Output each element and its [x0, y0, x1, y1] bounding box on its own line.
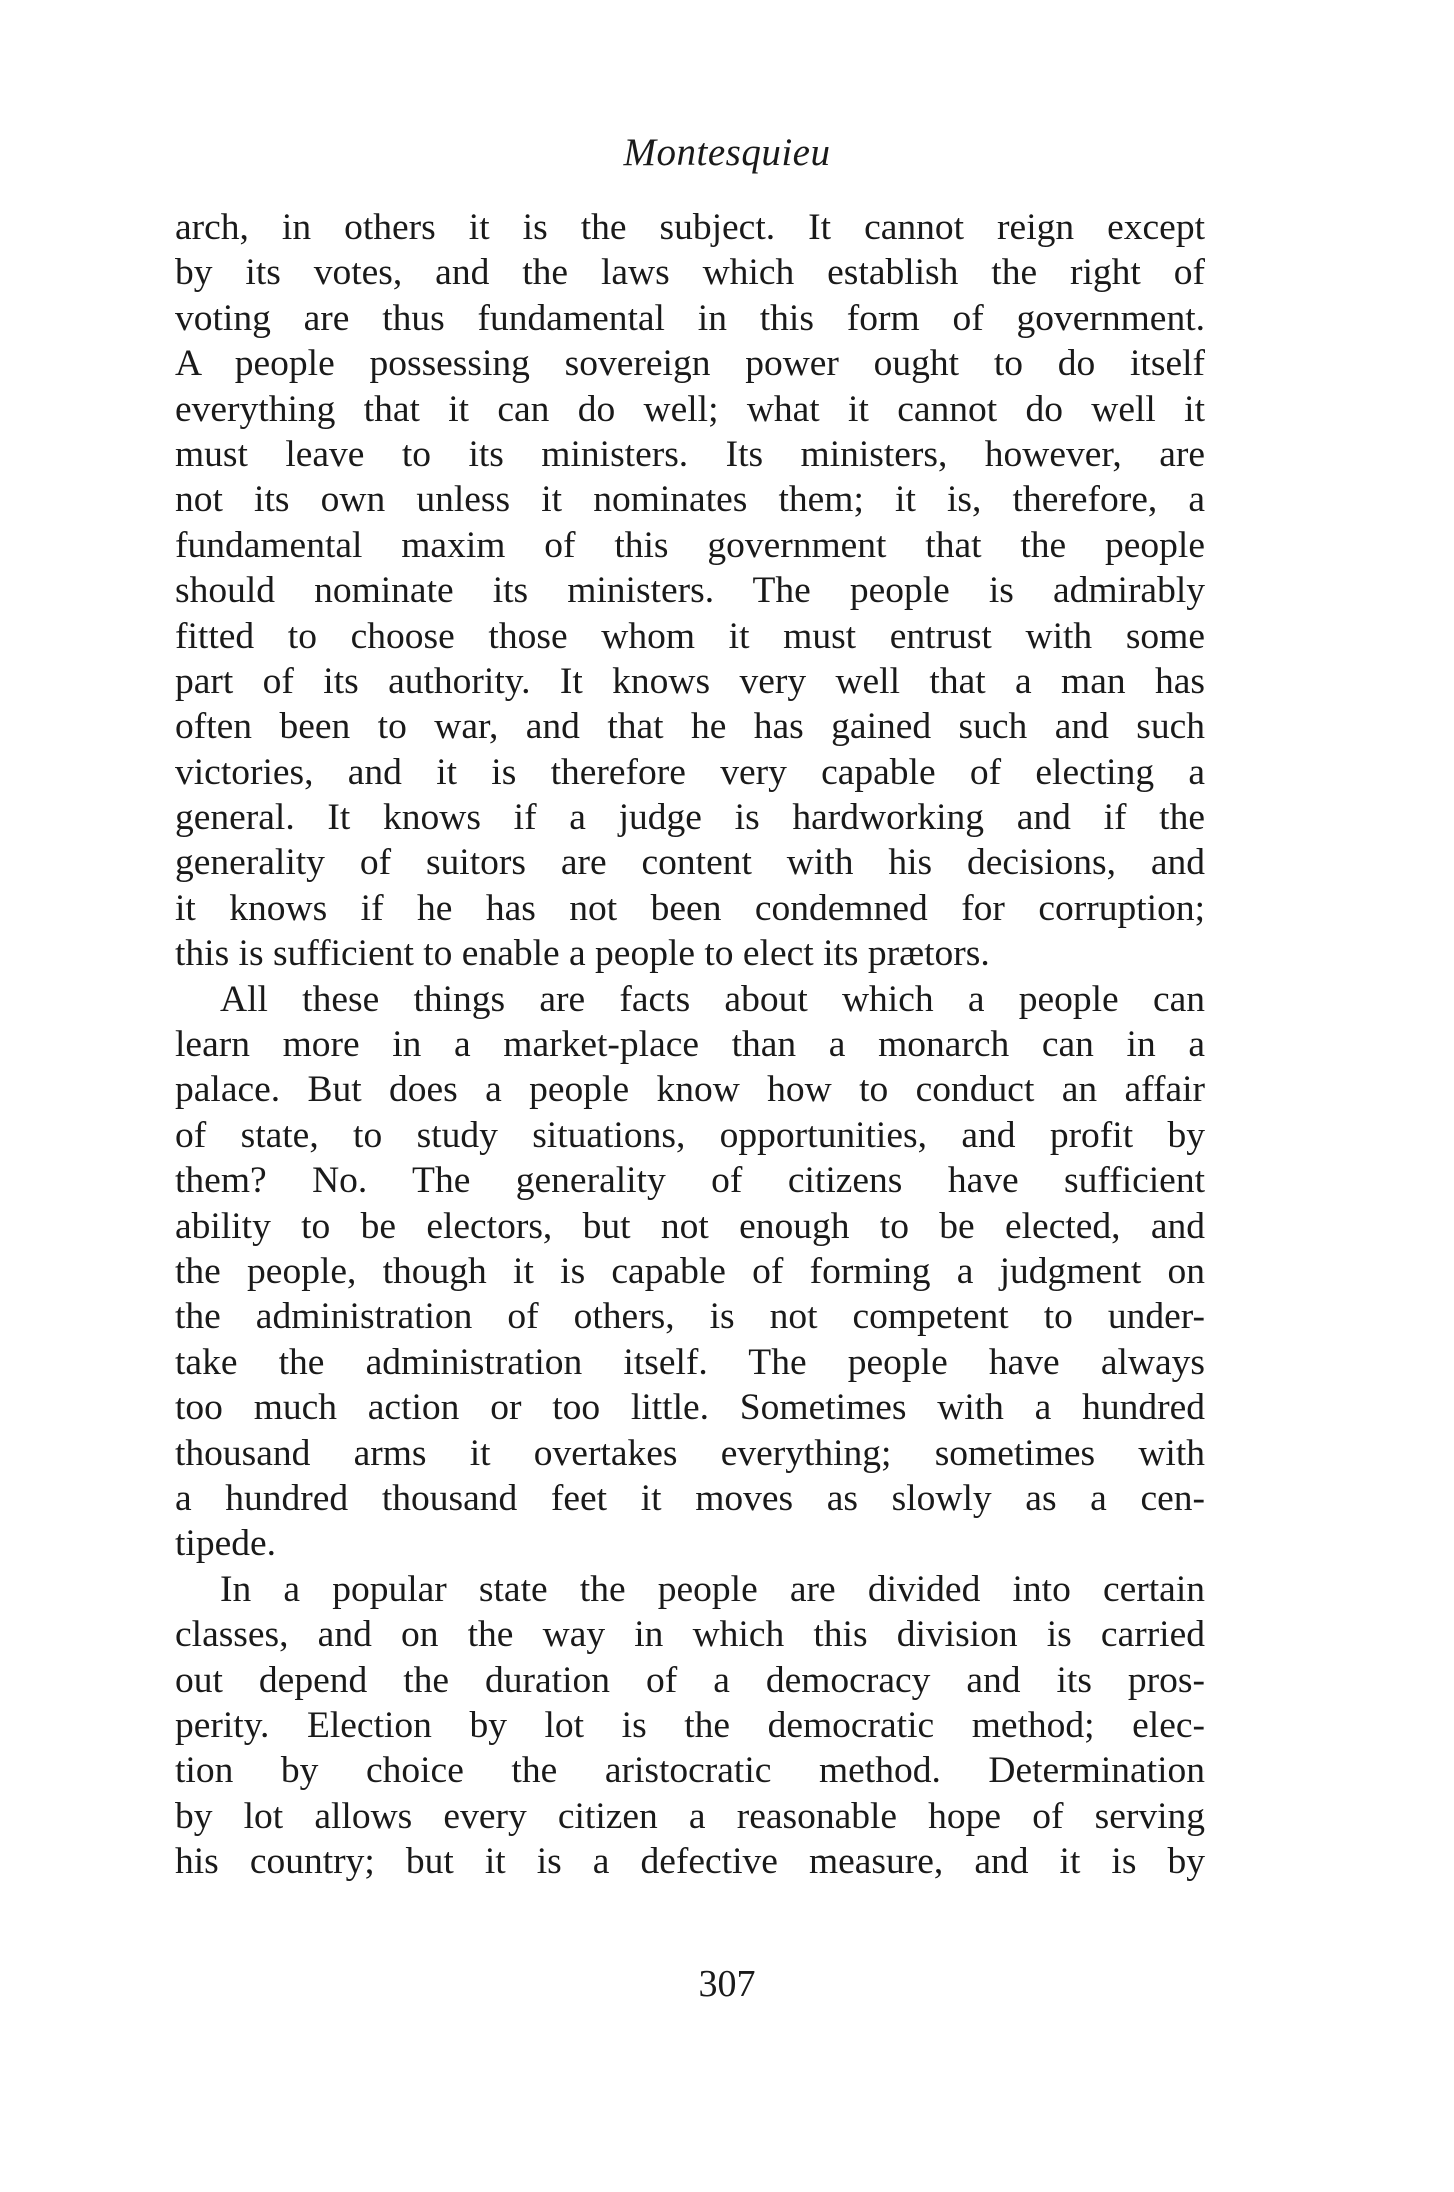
- text-line: A people possessing sovereign power ought to do itself: [175, 343, 1205, 385]
- text-line: of state, to study situations, opportunities, and profit by: [175, 1114, 1205, 1156]
- text-line: perity. Election by lot is the democratic method; elec-: [175, 1704, 1205, 1746]
- text-line: ability to be electors, but not enough to be elected, and: [175, 1205, 1205, 1247]
- text-line: everything that it can do well; what it cannot do well it: [175, 388, 1205, 430]
- text-line: this is sufficient to enable a people to elect its prætors.: [175, 933, 990, 975]
- text-line: should nominate its ministers. The people is admirably: [175, 570, 1205, 612]
- text-line: a hundred thousand feet it moves as slowly as a cen-: [175, 1477, 1205, 1519]
- text-line: All these things are facts about which a people can: [220, 978, 1205, 1020]
- text-line: it knows if he has not been condemned for corruption;: [175, 887, 1205, 929]
- text-line: fitted to choose those whom it must entrust with some: [175, 615, 1205, 657]
- text-line: fundamental maxim of this government that the people: [175, 524, 1205, 566]
- text-line: his country; but it is a defective measure, and it is by: [175, 1841, 1205, 1883]
- text-line: general. It knows if a judge is hardworking and if the: [175, 797, 1205, 839]
- text-line: thousand arms it overtakes everything; sometimes with: [175, 1432, 1205, 1474]
- running-head: Montesquieu: [623, 131, 831, 174]
- text-line: by its votes, and the laws which establish the right of: [175, 252, 1205, 294]
- paragraph-3: [175, 1567, 1205, 1885]
- text-line: the administration of others, is not competent to under-: [175, 1296, 1205, 1338]
- text-line: out depend the duration of a democracy and its pros-: [175, 1659, 1205, 1701]
- text-line: palace. But does a people know how to conduct an affair: [175, 1069, 1205, 1111]
- text-line: generality of suitors are content with his decisions, and: [175, 842, 1205, 884]
- text-line: arch, in others it is the subject. It cannot reign except: [175, 207, 1205, 248]
- body-text: [175, 205, 1205, 1884]
- text-line: too much action or too little. Sometimes with a hundred: [175, 1387, 1205, 1429]
- text-line: victories, and it is therefore very capable of electing a: [175, 751, 1205, 793]
- text-line: not its own unless it nominates them; it is, therefore, a: [175, 479, 1205, 521]
- text-line: learn more in a market-place than a monarch can in a: [175, 1024, 1205, 1066]
- paragraph-2: [175, 977, 1205, 1567]
- page-number: 307: [698, 1963, 756, 2005]
- text-line: tipede.: [175, 1523, 277, 1565]
- text-line: must leave to its ministers. Its ministers, however, are: [175, 433, 1205, 475]
- text-line: the people, though it is capable of forming a judgment on: [175, 1250, 1205, 1292]
- text-line: often been to war, and that he has gained such and such: [175, 706, 1205, 748]
- paragraph-1: [175, 205, 1205, 977]
- text-line: tion by choice the aristocratic method. Determination: [175, 1750, 1205, 1792]
- text-line: classes, and on the way in which this division is carried: [175, 1614, 1205, 1656]
- text-line: voting are thus fundamental in this form of government.: [175, 297, 1205, 339]
- text-line: them? No. The generality of citizens have sufficient: [175, 1160, 1205, 1202]
- text-line: part of its authority. It knows very well that a man has: [175, 660, 1205, 702]
- text-line: by lot allows every citizen a reasonable hope of serving: [175, 1795, 1205, 1837]
- text-line: take the administration itself. The people have always: [175, 1341, 1205, 1383]
- text-line: In a popular state the people are divided into certain: [220, 1568, 1205, 1610]
